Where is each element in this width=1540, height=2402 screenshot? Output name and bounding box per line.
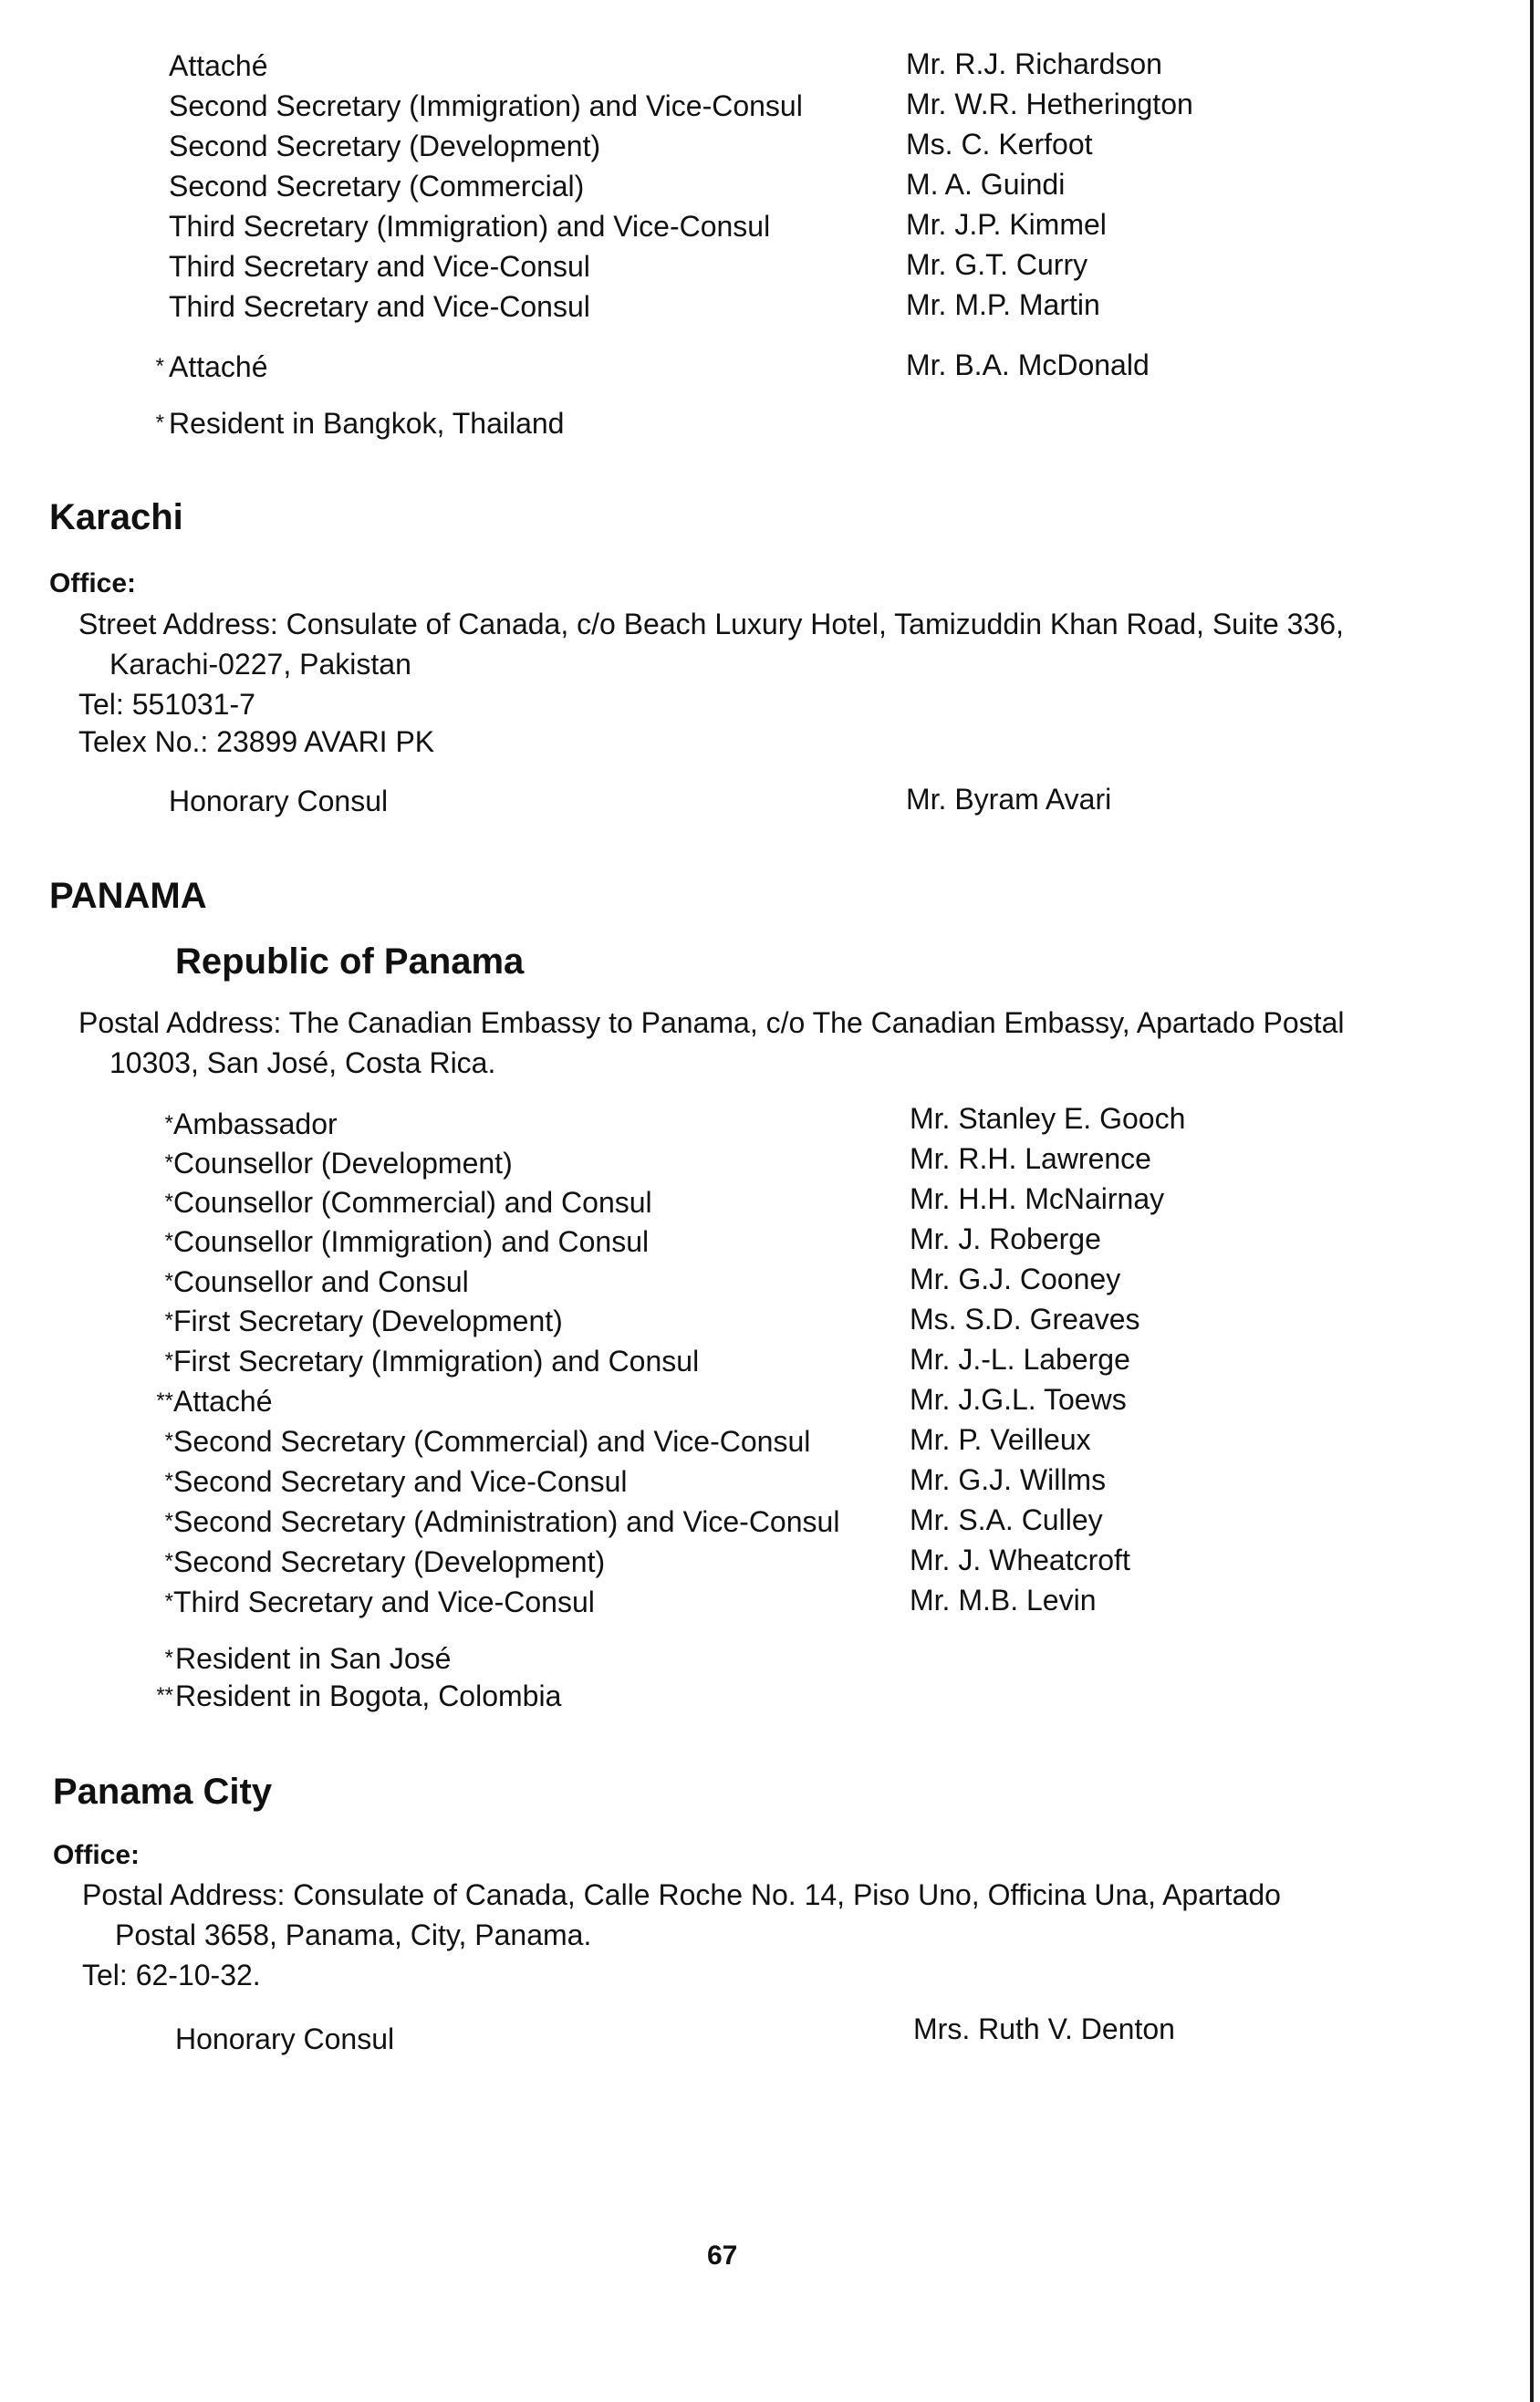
postal-address: Postal Address: Consulate of Canada, Calle Roche No. 14, Piso Uno, Officina Una, Apartado (82, 1878, 1281, 1911)
staff-role: Second Secretary (Commercial) and Vice-Consul (173, 1425, 811, 1458)
staff-name: Mrs. Ruth V. Denton (913, 2012, 1175, 2045)
country-heading: PANAMA (49, 876, 207, 916)
staff-name: Mr. B.A. McDonald (906, 348, 1150, 381)
footnote-marker: * (155, 411, 164, 435)
footnote-marker: * (164, 1469, 173, 1493)
staff-role: Attaché (169, 350, 268, 383)
staff-role: Second Secretary and Vice-Consul (173, 1465, 628, 1498)
footnote-marker: * (164, 1190, 173, 1214)
staff-name: Mr. R.J. Richardson (906, 47, 1162, 80)
telephone: Tel: 551031-7 (78, 688, 255, 721)
staff-role: Second Secretary (Commercial) (169, 170, 585, 203)
staff-name: Mr. M.B. Levin (910, 1584, 1097, 1617)
staff-name: Mr. P. Veilleux (910, 1423, 1091, 1456)
staff-role: Ambassador (173, 1107, 338, 1140)
staff-role: First Secretary (Development) (173, 1305, 563, 1337)
footnote-marker: * (164, 1348, 173, 1373)
staff-name: Mr. W.R. Hetherington (906, 88, 1193, 120)
telephone: Tel: 62-10-32. (82, 1959, 261, 1991)
footnote-marker: * (164, 1111, 173, 1136)
footnote-text: Resident in Bangkok, Thailand (169, 407, 565, 440)
footnote-marker: * (164, 1269, 173, 1294)
staff-role: Second Secretary (Development) (173, 1545, 606, 1578)
staff-role: Second Secretary (Immigration) and Vice-Consul (169, 89, 803, 122)
staff-name: Ms. S.D. Greaves (910, 1303, 1140, 1336)
staff-role: Third Secretary and Vice-Consul (169, 250, 590, 283)
footnote-marker: ** (156, 1683, 173, 1708)
mission-heading: Republic of Panama (175, 941, 525, 982)
staff-name: Mr. G.J. Willms (910, 1463, 1107, 1496)
postal-address: Postal Address: The Canadian Embassy to Panama, c/o The Canadian Embassy, Apartado Postal (78, 1006, 1345, 1039)
staff-name: Ms. C. Kerfoot (906, 128, 1093, 161)
staff-name: M. A. Guindi (906, 168, 1066, 201)
staff-role: Counsellor and Consul (173, 1265, 469, 1298)
staff-name: Mr. J.-L. Laberge (910, 1343, 1130, 1376)
staff-role: Counsellor (Immigration) and Consul (173, 1225, 650, 1258)
footnote-marker: * (164, 1509, 173, 1534)
footnote-text: Resident in San José (175, 1642, 452, 1675)
staff-name: Mr. G.T. Curry (906, 248, 1088, 281)
staff-role: Third Secretary and Vice-Consul (173, 1586, 595, 1618)
staff-name: Mr. G.J. Cooney (910, 1263, 1121, 1295)
postal-address-cont: Postal 3658, Panama, City, Panama. (115, 1918, 592, 1951)
staff-role: Counsellor (Development) (173, 1147, 513, 1180)
staff-role: Attaché (173, 1385, 273, 1418)
staff-name: Mr. J. Wheatcroft (910, 1544, 1130, 1576)
footnote-marker: * (164, 1549, 173, 1574)
footnote-text: Resident in Bogota, Colombia (175, 1679, 562, 1712)
page-edge-rule (1530, 0, 1534, 2402)
section-heading: Panama City (53, 1772, 273, 1812)
staff-role: Second Secretary (Administration) and Vice-Consul (173, 1505, 840, 1538)
staff-role: Honorary Consul (175, 2022, 395, 2055)
staff-name: Mr. Byram Avari (906, 783, 1112, 816)
staff-name: Mr. R.H. Lawrence (910, 1142, 1151, 1175)
staff-name: Mr. H.H. McNairnay (910, 1182, 1165, 1215)
telex-number: Telex No.: 23899 AVARI PK (78, 725, 435, 758)
staff-role: Honorary Consul (169, 785, 389, 817)
street-address-cont: Karachi-0227, Pakistan (109, 648, 411, 681)
staff-role: Third Secretary (Immigration) and Vice-Consul (169, 210, 771, 243)
staff-role: First Secretary (Immigration) and Consul (173, 1345, 700, 1378)
staff-name: Mr. J.P. Kimmel (906, 208, 1107, 241)
footnote-marker: * (155, 354, 164, 379)
footnote-marker: * (164, 1308, 173, 1333)
office-label: Office: (53, 1840, 140, 1870)
page-number: 67 (707, 2241, 738, 2271)
office-label: Office: (49, 568, 137, 598)
staff-name: Mr. S.A. Culley (910, 1503, 1103, 1536)
footnote-marker: * (164, 1429, 173, 1453)
staff-name: Mr. J. Roberge (910, 1222, 1101, 1255)
staff-name: Mr. M.P. Martin (906, 288, 1100, 321)
footnote-marker: * (164, 1646, 173, 1670)
footnote-marker: * (164, 1589, 173, 1614)
staff-role: Attaché (169, 49, 268, 82)
staff-role: Counsellor (Commercial) and Consul (173, 1186, 652, 1219)
staff-role: Second Secretary (Development) (169, 130, 601, 162)
staff-role: Third Secretary and Vice-Consul (169, 290, 590, 323)
postal-address-cont: 10303, San José, Costa Rica. (109, 1046, 496, 1079)
footnote-marker: * (164, 1150, 173, 1175)
section-heading: Karachi (49, 497, 183, 537)
footnote-marker: ** (156, 1388, 173, 1413)
footnote-marker: * (164, 1229, 173, 1253)
street-address: Street Address: Consulate of Canada, c/o Beach Luxury Hotel, Tamizuddin Khan Road, Suite 336, (78, 608, 1344, 640)
staff-name: Mr. J.G.L. Toews (910, 1383, 1127, 1416)
staff-name: Mr. Stanley E. Gooch (910, 1102, 1186, 1135)
